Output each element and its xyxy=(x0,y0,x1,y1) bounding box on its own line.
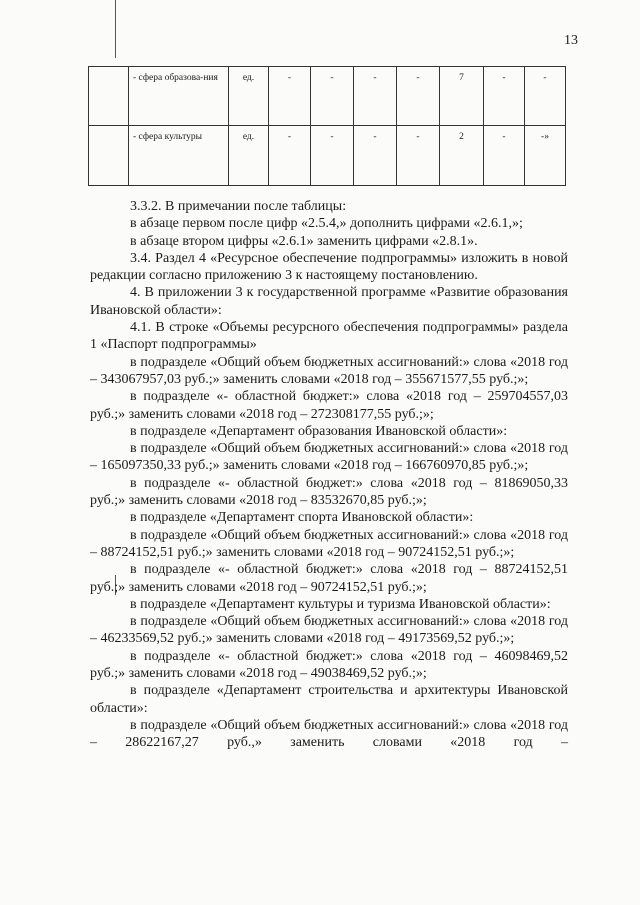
paragraph: в подразделе «Департамент строительства и архитектуры Ивановской области»: xyxy=(90,683,568,716)
paragraph: 3.3.2. В примечании после таблицы: xyxy=(130,199,347,214)
paragraph: в абзаце втором цифры «2.6.1» заменить цифрами «2.8.1». xyxy=(130,233,478,249)
table-cell-name: - сфера образова-ния xyxy=(129,67,229,126)
table-cell xyxy=(89,67,129,126)
document-body xyxy=(90,198,568,752)
table-cell xyxy=(89,126,129,186)
table-row xyxy=(89,67,566,126)
paragraph: в подразделе «- областной бюджет:» слова «2018 год – 46098469,52 руб.;» заменить словами «2018 год – 49038469,52 руб.;»; xyxy=(90,648,568,682)
paragraph: 3.4. Раздел 4 «Ресурсное обеспечение подпрограммы» изложить в новой редакции согласно приложению 3 к настоящему постановлению. xyxy=(90,250,568,284)
table-cell: - xyxy=(311,126,354,186)
paragraph: 4. В приложении 3 к государственной программе «Развитие образования Ивановской области»: xyxy=(90,285,568,318)
paragraph: в подразделе «Общий объем бюджетных ассигнований:» слова «2018 год – 343067957,03 руб.;» заменить словами «2018 год – 355671577,55 руб.;»; xyxy=(90,354,568,387)
paragraph: в подразделе «- областной бюджет:» слова «2018 год – 259704557,03 руб.;» заменить словами «2018 год – 272308177,55 руб.;»; xyxy=(90,389,568,422)
table-cell-unit: ед. xyxy=(229,67,269,126)
paragraph: 4.1. В строке «Объемы ресурсного обеспечения подпрограммы» раздела 1 «Паспорт подпрограммы» xyxy=(90,320,568,353)
indicators-table xyxy=(88,66,566,186)
table-cell: - xyxy=(484,67,525,126)
table-cell-unit: ед. xyxy=(229,126,269,186)
table-cell: - xyxy=(525,67,566,126)
table-cell-name: - сфера культуры xyxy=(129,126,229,186)
paragraph: в подразделе «Общий объем бюджетных ассигнований:» слова «2018 год – 28622167,27 руб.,» заменить словами «2018 год – xyxy=(90,717,568,751)
page-number: 13 xyxy=(564,33,578,48)
table-cell: - xyxy=(354,67,397,126)
table-cell: - xyxy=(354,126,397,186)
paragraph: в подразделе «Общий объем бюджетных ассигнований:» слова «2018 год – 88724152,51 руб.;» заменить словами «2018 год – 90724152,51 руб.;»; xyxy=(90,527,568,560)
table-cell: - xyxy=(269,126,311,186)
paragraph: в подразделе «Департамент культуры и туризма Ивановской области»: xyxy=(130,596,551,612)
paragraph: в подразделе «- областной бюджет:» слова «2018 год – 88724152,51 руб.;» заменить словами «2018 год – 90724152,51 руб.;»; xyxy=(90,562,568,595)
table-cell: - xyxy=(397,67,440,126)
table-cell: -» xyxy=(525,126,566,186)
table-cell: 2 xyxy=(440,126,484,186)
paragraph: в подразделе «Департамент образования Ивановской области»: xyxy=(130,423,508,439)
table-cell: - xyxy=(484,126,525,186)
table-cell: - xyxy=(269,67,311,126)
table-cell: - xyxy=(311,67,354,126)
paragraph: в абзаце первом после цифр «2.5.4,» дополнить цифрами «2.6.1,»; xyxy=(130,216,523,232)
table-row xyxy=(89,126,566,186)
table-cell: 7 xyxy=(440,67,484,126)
paragraph: в подразделе «Общий объем бюджетных ассигнований:» слова «2018 год – 46233569,52 руб.;» заменить словами «2018 год – 49173569,52 руб.;»; xyxy=(90,614,568,647)
margin-line xyxy=(115,0,116,58)
paragraph: в подразделе «- областной бюджет:» слова «2018 год – 81869050,33 руб.;» заменить словами «2018 год – 83532670,85 руб.;»; xyxy=(90,475,568,509)
table-cell: - xyxy=(397,126,440,186)
paragraph: в подразделе «Департамент спорта Ивановской области»: xyxy=(130,510,474,526)
paragraph: в подразделе «Общий объем бюджетных ассигнований:» слова «2018 год – 165097350,33 руб.;» заменить словами «2018 год – 166760970,85 руб.;»; xyxy=(90,441,568,474)
